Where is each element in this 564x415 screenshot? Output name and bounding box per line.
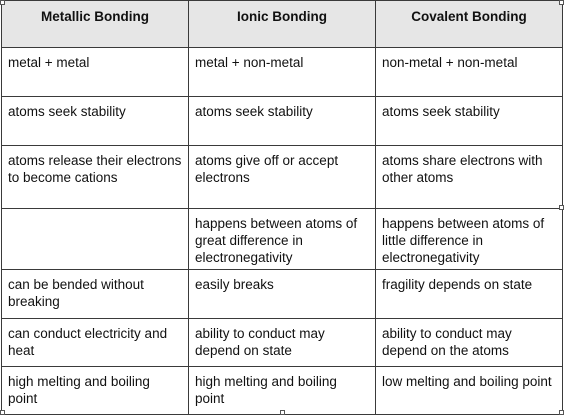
table-cell-metallic: can be bended without breaking: [2, 270, 189, 319]
table-cell-covalent: atoms seek stability: [376, 97, 563, 146]
table-cell-covalent: happens between atoms of little difference in electronegativity: [376, 209, 563, 270]
header-covalent-bonding: Covalent Bonding: [376, 1, 563, 48]
resize-handle-right-middle[interactable]: [559, 205, 564, 210]
header-metallic-bonding: Metallic Bonding: [2, 1, 189, 48]
table-row: [2, 48, 563, 97]
table-cell-metallic: atoms release their electrons to become cations: [2, 146, 189, 209]
table-cell-ionic: atoms give off or accept electrons: [189, 146, 376, 209]
resize-handle-top-right[interactable]: [559, 0, 564, 5]
table-cell-ionic: easily breaks: [189, 270, 376, 319]
table-cell-metallic: atoms seek stability: [2, 97, 189, 146]
table-row: [2, 146, 563, 209]
table-row: [2, 270, 563, 319]
resize-handle-bottom-right[interactable]: [559, 410, 564, 415]
header-ionic-bonding: Ionic Bonding: [189, 1, 376, 48]
table-cell-metallic: can conduct electricity and heat: [2, 319, 189, 367]
table-row: [2, 367, 563, 415]
table-row: [2, 209, 563, 270]
resize-handle-bottom-middle[interactable]: [280, 410, 285, 415]
table-cell-ionic: atoms seek stability: [189, 97, 376, 146]
table-cell-metallic: [2, 209, 189, 270]
table-row: [2, 97, 563, 146]
table-cell-ionic: high melting and boiling point: [189, 367, 376, 415]
table-cell-covalent: ability to conduct may depend on the atoms: [376, 319, 563, 367]
table-row: [2, 319, 563, 367]
table-cell-ionic: happens between atoms of great difference in electronegativity: [189, 209, 376, 270]
table-cell-covalent: fragility depends on state: [376, 270, 563, 319]
table-cell-covalent: low melting and boiling point: [376, 367, 563, 415]
table-cell-ionic: metal + non-metal: [189, 48, 376, 97]
table-cell-covalent: non-metal + non-metal: [376, 48, 563, 97]
table-cell-covalent: atoms share electrons with other atoms: [376, 146, 563, 209]
resize-handle-bottom-left[interactable]: [0, 410, 5, 415]
table-cell-ionic: ability to conduct may depend on state: [189, 319, 376, 367]
resize-handle-top-left[interactable]: [0, 0, 5, 5]
bonding-comparison-table: [1, 0, 563, 415]
header-row: [2, 1, 563, 48]
table-cell-metallic: high melting and boiling point: [2, 367, 189, 415]
table-cell-metallic: metal + metal: [2, 48, 189, 97]
